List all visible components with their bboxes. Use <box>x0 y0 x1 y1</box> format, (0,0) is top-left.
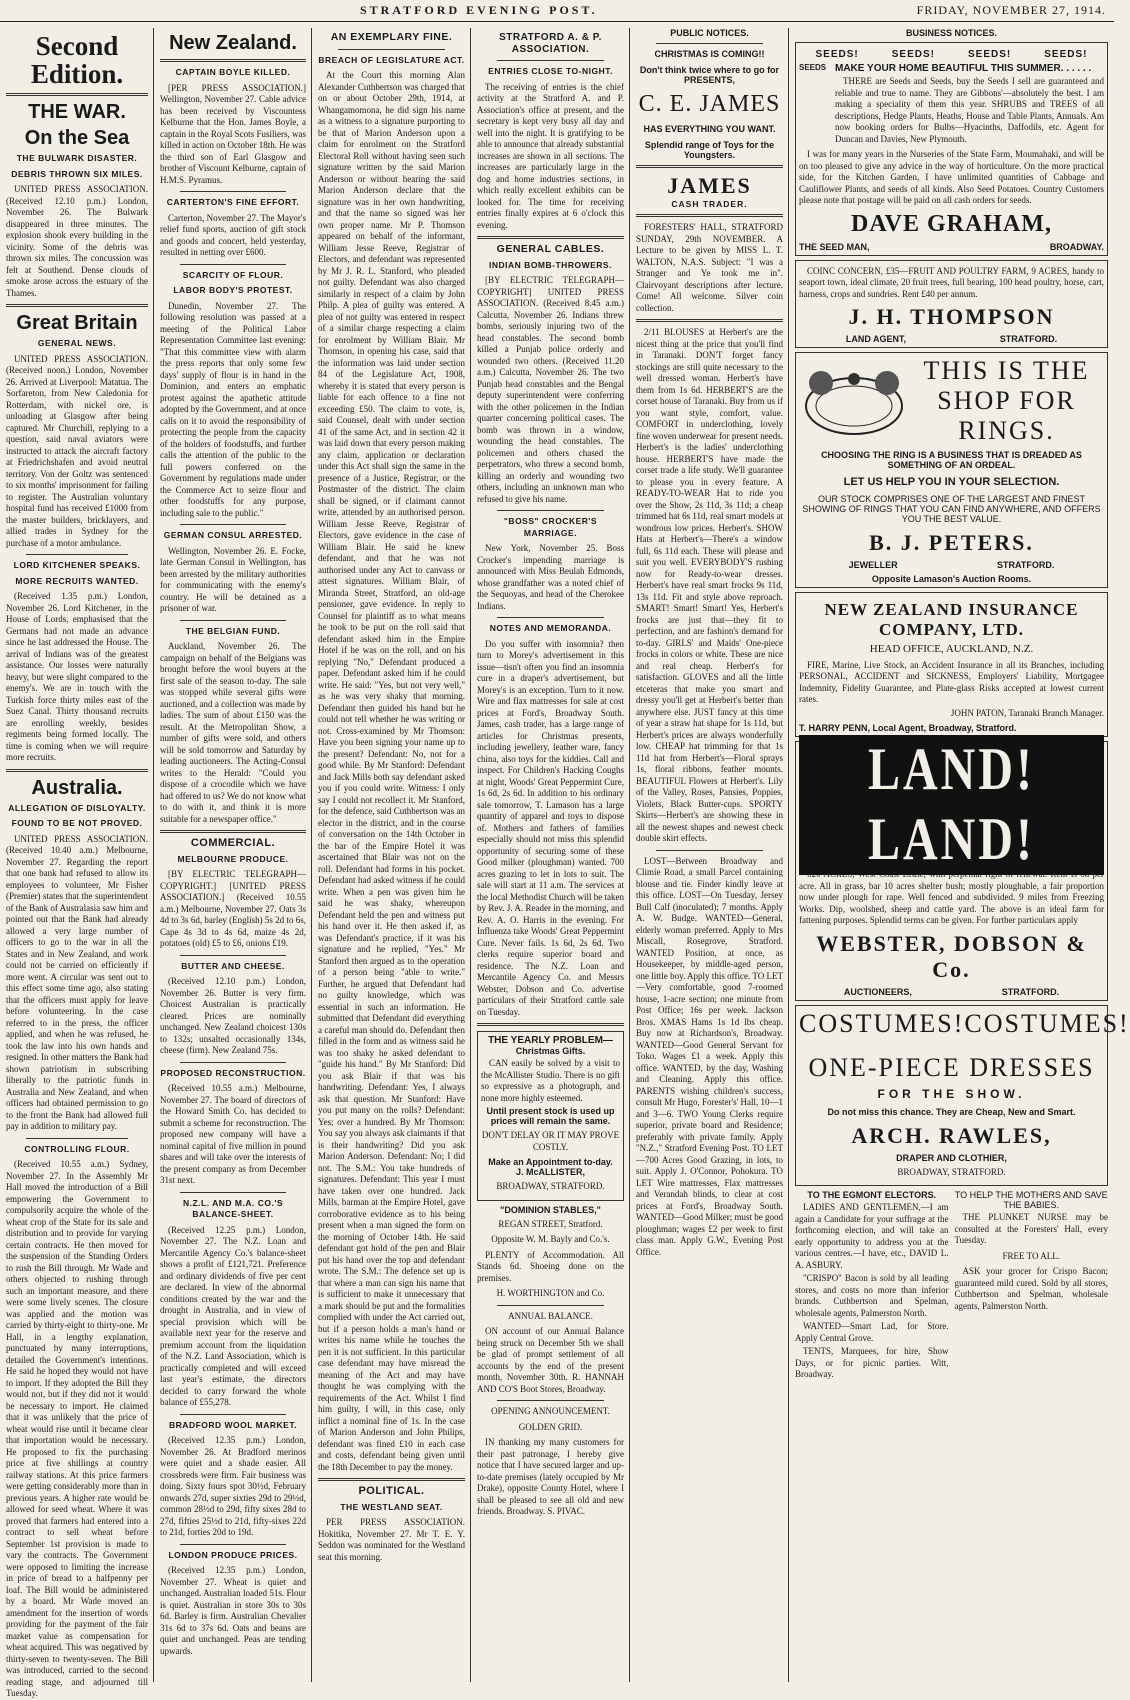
advert-name: C. E. JAMES <box>638 91 781 117</box>
column-4 <box>473 28 628 1682</box>
article-text: PER PRESS ASSOCIATION. Hokitika, November 27. Mr T. E. Y. Seddon was nominated for the Westland seat this morning. <box>318 1517 465 1562</box>
seed-advert <box>795 42 1108 256</box>
farm-advert <box>795 260 1108 349</box>
advert-name: ARCH. RAWLES, <box>851 1122 1052 1148</box>
costumes-advert <box>795 1005 1130 1187</box>
advert-name: J. H. THOMPSON <box>848 304 1055 329</box>
advert-text: HAS EVERYTHING YOU WANT. <box>643 124 776 134</box>
advert-title: SHOP FOR <box>937 386 1076 415</box>
advert-text: "CRISPO" Bacon is sold by all leading stores, and costs no more than inferior brands. Cuthbertson and Spelman, wholesale agents, Palmerston North. <box>795 1273 949 1318</box>
seeds-banner: SEEDS! <box>968 49 1012 60</box>
section-heading: GENERAL CABLES. <box>496 243 605 255</box>
section-heading: COMMERCIAL. <box>190 837 276 849</box>
article-text: The receiving of entries is the chief activity at the Stratford A. and P. Association's office at present, and the secretary is kept very busy all day and well into the night. It is gratifying to be able to announce that already substantial increases are shown in all sections. The increases are particularly large in the dog and home industries sections, in which really excellent exhibits can be looked for. The time for receiving entries finally expires at 6 o'clock this evening. <box>477 81 624 230</box>
advert-title: THE YEARLY PROBLEM— <box>488 1035 613 1046</box>
article-heading: INDIAN BOMB-THROWERS. <box>489 259 612 270</box>
advert-name: WEBSTER, DOBSON & Co. <box>816 930 1087 982</box>
article-heading: DEBRIS THROWN SIX MILES. <box>11 168 143 179</box>
article-heading: LORD KITCHENER SPEAKS. <box>13 560 141 570</box>
article-text: Do you suffer with insomnia? then turn to Morey's advertisement in this issue—tisn't often you find an insomnia cure in a draper's advertisement, but Morey's is an exception. Turn to it now. Wire and flax mattresses for sale at cost prices at Ford's, Broadway South. James, cash trader, has a large range of articles for Christmas presents, including jewellery, leather ware, fancy china, also toys for the kiddies. Call and inspect. For Children's Hacking Coughs at night, Woods' Great Peppermint Cure, 1s 6d, 2s 6d. In addition to his ordinary sale tomorrow, T. Lamason has a large quantity of apparel and toys to dispose of. Mothers and fathers of families especially should not miss this splendid opportunity of securing some of these Good milker (ploughman) wanted. 700 acres grazing to let in lots to suit. The sale will start at 11 a.m. The services at the local Methodist Church will be taken by Rev. J. A. Reader in the morning, and Rev. A. O. Harris in the evening. For Influenza take Woods' Great Peppermint Cure. Never fails. 1s 6d, 2s 6d. Two clerks require superior board and residence. The N.Z. Loan and Mercantile Agency Co. and Messrs Webster, Dobson and Co. advertise particulars of their Stratford cattle sale on Tuesday. <box>477 638 624 1017</box>
advert-text: TENTS, Marquees, for hire, Show Days, or for picnic parties. Witt, Broadway. <box>795 1346 949 1379</box>
advert-text: PLENTY of Accommodation. All Stands 6d. Shoeing done on the premises. <box>477 1249 624 1283</box>
advert-title: CHRISTMAS IS COMING!! <box>654 49 765 59</box>
article-text: (Received 1.35 p.m.) London, November 26. Lord Kitchener, in the House of Lords, emphasised that the Germans had not made an advance since he last addressed the House. The arrival of Indians was of the greatest assistance. Our losses were naturally heavy, but were slight compared to the enemy's. We are in touch with the Turkish force thirty miles east of the Suez Canal. Thirty thousand recruits are enrolling weekly, besides regiments being formed locally. The time is coming when we will require more recruits. <box>6 591 148 762</box>
article-heading: THE BULWARK DISASTER. <box>16 153 138 163</box>
advert-subtitle: THE SEED MAN, <box>799 241 870 252</box>
advert-subtitle: FREE TO ALL. <box>1002 1250 1060 1261</box>
column-rule <box>629 28 630 1682</box>
article-text: Dunedin, November 27. The following resolution was passed at a meeting of the Political Labor Representation Committee last evening: "That this committee view with alarm the press reports that only some few days' supply of flour is in hand in the Dominion, and enters an emphatic protest against the apathetic attitude adopted by the Government, and at once calls on it to avoid the responsibility of protecting the people from the capacity of the holders of foodstuffs, and further calls the attention of the public to the full powers conferred on the Government by regulations made under the Commerce Act to seize flour and other foodstuffs for any purpose, including sale to the public." <box>160 300 306 518</box>
article-heading: ALLEGATION OF DISLOYALTY. <box>8 802 146 813</box>
advert-address: STRATFORD. <box>999 334 1058 344</box>
insurance-advert <box>795 592 1108 737</box>
advert-notice: Until present stock is used up prices will remain the same. <box>486 1106 615 1126</box>
advert-subtitle: JEWELLER <box>848 560 898 570</box>
column-rule <box>311 28 312 1682</box>
seeds-banner: SEEDS! <box>815 49 859 60</box>
advert-agent: T. HARRY PENN, Local Agent, Broadway, Stratford. <box>799 723 1017 733</box>
advert-address: BROADWAY, STRATFORD. <box>897 1166 1006 1177</box>
advert-address: BROADWAY. <box>1049 241 1104 252</box>
sea-heading: On the Sea <box>24 127 130 149</box>
advert-subtitle: DRAPER AND CLOTHIER, <box>896 1152 1007 1163</box>
rings-advert <box>795 352 1108 588</box>
advert-text: JOHN PATON, Taranaki Branch Manager. <box>950 707 1104 718</box>
article-text: [PER PRESS ASSOCIATION.] Wellington, November 27. Cable advice has been received by Viscountess Kelburne that the Hon. James Boyle, a captain in the Royal Scots Fusiliers, was killed in action on October 18th. He was the third son of Earl Glasgow and brother of Viscount Kelburne, captain of H.M.S. Pyramus. <box>160 82 306 185</box>
article-heading: GERMAN CONSUL ARRESTED. <box>163 530 303 540</box>
advert-title: RINGS. <box>958 416 1055 445</box>
article-heading: FOUND TO BE NOT PROVED. <box>11 818 143 828</box>
article-heading: CONTROLLING FLOUR. <box>24 1143 130 1154</box>
article-heading: BREACH OF LEGISLATURE ACT. <box>318 54 465 65</box>
article-heading: NOTES AND MEMORANDA. <box>489 623 612 633</box>
advert-text: acre. All in grass, bar 10 acres shelter bush; mostly ploughable, a fair proportion now under plough for rape. Well fenced and subdivided. 9 miles from Freezing Works. Dip, woolshed, sheep and cattle yard. The above is an ideal farm for fattening purposes. Splendid terms can be given. For further particulars apply <box>799 880 1104 925</box>
column-rule <box>470 28 471 1682</box>
masthead <box>0 0 1114 22</box>
article-text: (Received 12.10 p.m.) London, November 26. Butter is very firm. Choicest Australian is practically cleared. Prices are nominally unchanged. New Zealand choicest 130s to 132s; unsalted occasionally 134s, cheese (firm). New Zealand 75s. <box>160 976 306 1055</box>
advert-text: THE PLUNKET NURSE may be consulted at the Foresters' Hall, every Tuesday. <box>954 1212 1108 1245</box>
advert-title: OPENING ANNOUNCEMENT. <box>491 1406 610 1416</box>
column-1 <box>2 28 152 1698</box>
article-heading: STRATFORD A. & P. ASSOCIATION. <box>499 32 602 55</box>
article-text: (Received 10.55 a.m.) Melbourne, November 27. The board of directors of the Howard Smith Co. has decided to submit a scheme for reconstruction. The proposed new company will have a nominal capital of five million in pound shares and will take over the interests of the present company as from December 31st next. <box>160 1083 306 1185</box>
article-heading: GENERAL NEWS. <box>37 338 117 348</box>
column-6 <box>791 28 1130 1682</box>
advert-subtitle: CASH TRADER. <box>671 199 748 209</box>
cherub-ring-illustration <box>799 361 909 441</box>
advert-address: STRATFORD. <box>1001 986 1060 997</box>
advert-name: DAVE GRAHAM, <box>851 210 1052 237</box>
section-heading: Great Britain <box>16 312 138 334</box>
advert-text: 2/11 BLOUSES at Herbert's are the nicest thing at the price that you'll find in Taranaki. DON'T forget fancy stockings are still quite necessary to the well dressed woman. Herbert's have them from 1s 6d. HERBERT'S are the corset house of Taranaki. Buy from us if you want style, comfort, value. COMFORT in underclothing, lovely fine woven underwear for present needs. Herbert's is the ladies' underclothing house. HERBERT'S have made the corset trade a life study. We'll guarantee to please you in every feature. A READY-TO-WEAR Hat to ride you over the Show, 2s 11d, 3s 11d; a cheap trimmed hat 6s 11d, real smart models at wondrous low prices. Herbert's. SHOW Hats at Herbert's—There's a window full, 6s 11d each. These will please and suit you well. EVERYBODY'S rushing now for Ready-to-wear dresses. Herbert's have real smart frocks 9s 11d, 13s 11d. Fit and style above reproach. SMART! Smart! Smart! Yes, Herbert's frocks are just that—they fit to perfection, and are fashion's demand for to-day. GIRLS' and Maids' One-piece frocks in colors or white. These are nice and real cheap. Herbert's for satisfaction. GLOVES and all the little etceteras that make you smart and dressy you'll get at Herbert's better than anywhere else. JUST fancy at this time of year a straw hat shape for 1s 11d, but Herbert's prices are always wonderfully low. CHEAP hat trimming for that 1s 11d hat from Herbert's—Floral sprays 1s, floral ribbons, feather mounts. BEAUTIFUL Flowers at Herbert's. Lily of the Valley, Roses, Pansies, Poppies, Violets, Black Butter-cups. SPORTY Skirts—Herbert's are showing these in all the newest shapes and newest check double skirt effects. <box>636 327 783 843</box>
advert-text: Splendid range of Toys for the Youngsters. <box>644 140 775 160</box>
advert-title: COSTUMES! <box>799 1008 965 1038</box>
article-heading: PROPOSED RECONSTRUCTION. <box>160 1067 306 1078</box>
issue-date: FRIDAY, NOVEMBER 27, 1914. <box>916 3 1106 17</box>
advert-subtitle: REGAN STREET, Stratford. <box>498 1218 603 1229</box>
advert-text: Opposite Lamason's Auction Rooms. <box>871 574 1032 584</box>
advert-title: THIS IS THE <box>923 356 1090 385</box>
article-text: (Received 10.55 a.m.) Sydney, November 27. In the Assembly Mr Hall moved the introduction of a Bill empowering the Government to compulsorily acquire the whole of the wheat crop of the State for its sale and distribution and to provide for varying certain contracts. He then moved for the suspension of the Standing Orders to rush the Bill through. Mr Wade and others objected to rushing through such an important measure, and there were some lively scenes. The closure was applied and the motion was carried by thirty-eight to thirty-one. Mr Hall, in a lengthy explanation, punctuated by many interruptions, detailed the Government's intentions. He said he hoped they would not have to import. If they adopted the Bill they would not, but if they did not it would be necessary to import. He claimed that it was unlikely that the price of wheat would rise until it became clear that importation would be necessary. He proposed to fix the purchasing price at five shillings at country railway stations. At this price farmers were getting considerably more than in previous years. A higher rate would be allowed for seed wheat. Where it was proved that farmers had entered into a contract to sell wheat before September 1st provision is made to vary the contracts. The Government were opposed to limiting the increase in price of bread to a halfpenny per loaf. The Bill would be administered by a board. Mr Wade moved an amendment for the insertion of words providing for the payment of the fair market value as compensation for wheat acquired. This was negatived by thirty-seven to twenty-seven. The Bill was introduced, carried to the second reading stage, and adjourned till Tuesday. <box>6 1159 148 1698</box>
section-heading: Australia. <box>31 776 123 799</box>
advert-cta: Make an Appointment to-day. <box>488 1157 613 1167</box>
paper-title: STRATFORD EVENING POST. <box>360 3 598 17</box>
article-heading: ENTRIES CLOSE TO-NIGHT. <box>488 66 613 76</box>
article-heading: LONDON PRODUCE PRICES. <box>168 1549 298 1560</box>
seeds-banner: SEEDS! <box>891 49 935 60</box>
article-text: At the Court this morning Alan Alexander Cuthbertson was charged that on or about October 29th, 1914, at Whangamomona, he did sign his name as a witness to a signature purporting to be that of Marion Anderson upon a claim for enrolment on the Stratford Electoral Roll without having seen such signature written by the said Marion Anderson or without hearing the said Marion Anderson declare that the signature was in her own handwriting, and that the name so signed was her own proper name. Mr P. Thomson appeared on behalf of the informant, William Jesse Reeve, Registrar of Electors, and defendant was represented by Mr J. R. L. Stanford, who pleaded not guilty. Defendant was also charged similarly in respect of a claim by John Philp. A plea of guilty was entered. A plea of not guilty was entered in respect of a similar charge respecting a claim for enrolment by William Blair. Mr Thomson, in opening his case, said that the information was laid under section 84 of the Legislature Act, 1908, whereby it is stated that every person is liable for each offence to a fine not exceeding £50. The claim to vote, is, said Counsel, dealt with under section 41 of the same Act, and in section 42 it was laid down that every person making any claim, application or declaration under this Act shall sign the same in the presence of a Justice, Registrar, or the Postmaster of the district. The claim shall be signed, or if claimant cannot write, attended by an authorised person. William Jesse Reeve, Registrar of Electors, gave evidence in the case of William Blair. He said he knew defendant, and that he was not authorised under any Act to canvass or attest signatures. William Blair, of Miranda Street, Stratford, an old-age pensioner, gave evidence. In reply to Counsel for plaintiff as to what means he took to be put on the roll said that defendant asked him in the Empire Hotel if he was on the roll, and on his replying "No," Defendant produced a paper. Defendant asked him if he could write. He said: "Yes, but not very well," as he was very shaky that morning. Defendant then guided his hand but he could not tell whether he was writing or not. Cross-examined by Mr Thomson: Have you been signing your name up to the present? Defendant: No, not for a good while. By Mr Stanford: Defendant and Jack Mills both say defendant asked you if you could write. Witness: I only say I could not recollect it. Mr Stanford, for the defence, said Cuthbertson was an elector in the district, and in the course of conversation on the 14th October in the bar of the Empire Hotel it was ascertained that Blair was not on the roll. Defendant had forms in his pocket. Defendant had asked witness if he could write. When a pen was given him he said he was shaky, whereupon Defendant held the pen and witness put his hand over it. He then asked if, as was Defendant's practice, if it was his signature and he replied, "Yes." Mr Stanford then argued as to the operation of a person being "able to write." Further, he argued that Defendant had no guilty knowledge, which was essential in such an information. He submitted that Defendant did everything a careful man should do. Defendant then filled in the form and as witness said he was too shaky he asked defendant to "guide his hand." By Mr Stanford: Did you ask Blair if that was his handwriting. Defendant: Yes, I always ask that question. Mr Stanford: Have you put many on the rolls? Defendant: Yes; over a hundred. By Mr Thomson: You say you always ask claimants if that is their handwriting? Did you ask Marion Anderson. Defendant: No; I did not. The S.M.: You take hundreds of signatures. Defendant: This year I must have taken over one hundred. Jack Mills, barman at the Empire Hotel, gave corroborative evidence as to his being present when a man signed the form on the morning of October 14th. He said defendant got hold of the pen and Blair put his hand over the top and defendant wrote. The S.M.: The defence set up is that where a man can sign his name that is sufficient to make it unnecessary that a mark should be put and the formalities complied with under the Act carried out, but if a person holds a man's hand or writes his name while he touches the pen it is not sufficient. In this particular case defendant may have misread the meaning of the Act and may have thought he was complying with the requirements of the Act. Whilst I find him guilty, I will, in this case, only inflict a nominal fine of 1s. In the case of Marion Anderson and John Philips, defendant was fined £10 in each case and costs, defendant being given until the 18th December to pay the money. <box>318 70 465 1472</box>
advert-subtitle: HEAD OFFICE, AUCKLAND, N.Z. <box>869 643 1034 655</box>
advert-subtitle: GOLDEN GRID. <box>518 1421 583 1432</box>
column-5 <box>632 28 787 1682</box>
article-heading: CAPTAIN BOYLE KILLED. <box>175 67 291 77</box>
advert-name: NEW ZEALAND INSURANCE COMPANY, LTD. <box>824 600 1079 639</box>
advert-text: ASK your grocer for Crispo Bacon; guaranteed mild cured. Sold by all stores, Cuthbertson and Spelman, wholesale agents, Palmerston North. <box>954 1266 1108 1311</box>
column-rule <box>788 28 789 1682</box>
advert-text: ON account of our Annual Balance being struck on December 5th we shall be glad of prompt settlement of all accounts by the end of the present month, November 30th. R. HANNAH AND CO'S Boot Stores, Broadway. <box>477 1326 624 1394</box>
advert-cta: LET US HELP YOU IN YOUR SELECTION. <box>843 476 1060 488</box>
article-heading: BRADFORD WOOL MARKET. <box>169 1419 297 1430</box>
column-rule <box>153 28 154 1682</box>
section-heading: New Zealand. <box>169 32 297 54</box>
article-heading: "BOSS" CROCKER'S MARRIAGE. <box>503 516 598 538</box>
advert-address: BROADWAY, STRATFORD. <box>496 1181 605 1191</box>
advert-subtitle: Christmas Gifts. <box>515 1046 586 1056</box>
advert-text: THERE are Seeds and Seeds, buy the Seeds I sell are guaranteed and reliable and true to name. They are Gibbons'—absolutely the best. I am making a speciality of them this year. SHRUBS and TREES of all descriptions, Hedge Plants, Heaths, House and Table Plants, Annuals. Am now booking orders for Bulbs—Hyacinths, Daffodils, etc. Agent for Duncan and Davies, New Plymouth. <box>835 76 1104 144</box>
advert-text: Do not miss this chance. They are Cheap, New and Smart. <box>827 1106 1076 1117</box>
classifieds-text: LOST—Between Broadway and Climie Road, a small Parcel containing blouse and tie. Finder kindly leave at this office. LOST—On Tuesday, Jersey Bull Calf (inoculated); 7 months. Apply A. W. Budge. WANTED—General, elderly woman preferred. Apply to Mrs Miscall, Rosegrove, Stratford. WANTED Position, at once, as Housekeeper, by middle-aged person, one little boy. Apply this office. TO LET—Very comfortable, good 7-roomed house, 1-acre section; one minute from Post Office; 16s per week. Jackson Bros. XMAS Hams 1s 1d lbs cheap. Buy now at Richardson's, Broadway. WANTED—Good General Servant for Toko. Wages £1 a week. Apply this office. WANTED, by the day, Washing and Cleaning. Apply this office. PARENTS wishing children's success, consult Mr Hugo, Forester's' Hall, 10—1 and 3—6. TWO Young Clerks require superior, private board and Residence; preferably with private family. Apply "N.Z.," Stratford Evening Post. TO LET—700 Acres Good Grazing, in lots, to suit. Apply J. O'Connor, Pohokura. TO LET Wire mattresses, Flax mattresses and Verandah blinds, to clear at cost prices at Ford's, Broadway South. WANTED—Good Milker; must be good ploughman; wages £2 per week to first class man. Apply G.W., Evening Post Office. <box>636 855 783 1257</box>
advert-text: LADIES AND GENTLEMEN,—I am again a Candidate for your suffrage at the forthcoming election, and will take an early opportunity to address you at the various centres.—I have, etc., DAVID L. A. ASBURY. <box>795 1202 949 1270</box>
advert-subtitle: AUCTIONEERS, <box>843 986 912 997</box>
advert-subtitle: LAND AGENT, <box>845 334 907 344</box>
article-heading: MELBOURNE PRODUCE. <box>177 853 289 864</box>
article-heading: SCARCITY OF FLOUR. <box>182 269 284 280</box>
article-text: Auckland, November 26. The campaign on behalf of the Belgians was brought before the wool buyers at the first sale of the season to-day. The sale was stopped while several gifts were auctioned, and a collection was made by ladies. The sum of about £150 was the result. At the Metropolitan Show, a number of gifts were sold, and others will be sold tomorrow and Saturday by leading auctioneers. The Acting-Consul writes to the Herald: "Could you dispose of a crocodile which we have had offered to us? We do not know what to do with it, and think it is more suitable for a newspaper office." <box>160 641 306 824</box>
article-heading: BUTTER AND CHEESE. <box>181 960 285 971</box>
article-text: UNITED PRESS ASSOCIATION. (Received 12.10 p.m.) London, November 26. The Bulwark disappeared in three minutes. The explosion shook every building in the vicinity. Some of the debris was thrown six miles. The concussion was felt at Southend. Dense clouds of smoke arose across the estuary of the Thames. <box>6 184 148 298</box>
studio-advert <box>477 1031 624 1201</box>
seeds-banner: SEEDS! <box>1044 49 1088 60</box>
article-heading: LABOR BODY'S PROTEST. <box>173 285 293 295</box>
advert-name: J. McALLISTER, <box>515 1167 585 1177</box>
article-heading: THE BELGIAN FUND. <box>185 625 281 636</box>
advert-notice: DON'T DELAY OR IT MAY PROVE COSTLY. <box>481 1130 620 1152</box>
advert-text: CAN easily be solved by a visit to the McAllister Studio. There is no gift so expressive as a photograph, and none more highly esteemed. <box>481 1058 620 1103</box>
article-text: New York, November 25. Boss Crocker's impending marriage is announced with Miss Beulah Edmonds, whose grandfather was a noted chief of the Sequoyas, and head of the Cherokee Indians. <box>477 543 624 611</box>
advert-name: B. J. PETERS. <box>869 530 1034 555</box>
advert-text: WANTED—Smart Lad, for Store. Apply Central Grove. <box>795 1321 949 1343</box>
article-text: Wellington, November 26. E. Focke, late German Consul in Wellington, has been arrested by the military authorities for communicating with the enemy's country. He will be detained as a prisoner of war. <box>160 545 306 613</box>
advert-text: CHOOSING THE RING IS A BUSINESS THAT IS DREADED AS SOMETHING OF AN ORDEAL. <box>821 450 1082 470</box>
section-heading: BUSINESS NOTICES. <box>905 28 997 38</box>
advert-title: ONE-PIECE DRESSES <box>808 1052 1095 1082</box>
article-text: (Received 12.35 p.m.) London, November 27. Wheat is quiet and unchanged. Australian loaded 51s. Flour is quiet. Australian in store 30s to 30s 6d. Barley is firm. Australian Chevalier 31s 6d to 37s 6d. Oats and beans are quiet and unchanged. Peas are tending upwards. <box>160 1565 306 1656</box>
advert-title: MAKE YOUR HOME BEAUTIFUL THIS SUMMER. . . . . . <box>835 63 1092 74</box>
advert-name: H. WORTHINGTON and Co. <box>496 1288 605 1298</box>
advert-text: FIRE, Marine, Live Stock, an Accident Insurance in all its Branches, including PERSONAL, ACCIDENT and SICKNESS, Employers' Liability, Mortgagee Indemnity, Fidelity Guarantee, and Plate-glass Risks accepted at lowest current rates. <box>799 659 1104 704</box>
advert-title: LAND! LAND! <box>799 735 1104 875</box>
article-heading: N.Z.L. AND M.A. CO.'S BALANCE-SHEET. <box>182 1197 284 1219</box>
advert-text: I was for many years in the Nurseries of the State Farm, Moumahaki, and will be on too pleased to give any advice in the way of horticulture. On the more practical side, for the Kitchen Garden, I have unlimited quantities of Cabbage and Cauliflower Plants, and seeds of all kinds. Also Seed Potatoes. Country Customers please note that postage will be paid on all cash orders for seeds. <box>799 149 1104 205</box>
article-text: [BY ELECTRIC TELEGRAPH—COPYRIGHT] UNITED PRESS ASSOCIATION. (Received 8.45 a.m.) Calcutta, November 26. Indians threw bombs, seriously injuring two of the head constables. The second bomb killed a Punjab police orderly and wounded two others. (Received 11.20 a.m.) Calcutta, November 26. The two Punjab head constables and the Bengal deputy superintendent were conferring with the other policemen in the Indian quarter concerning political cases. The bomb was thrown in a window, wounding the head constables. The policemen and others chased the perpetrators, who threw a second bomb, killing an orderly and wounding two others, including an unknown man who refused to give his name. <box>477 275 624 504</box>
advert-title: ANNUAL BALANCE. <box>508 1310 593 1321</box>
article-text: [BY ELECTRIC TELEGRAPH—COPYRIGHT.] [UNITED PRESS ASSOCIATION.] (Received 10.55 a.m.) Melbourne, November 27. Oats 3s 4d to 3s 6d, barley (English) 5s 2d to 6s, Cape 4s 3d to 4s 6d, maize 4s 2d, potatoes (old) £5 to £6, onions £19. <box>160 869 306 948</box>
advert-title: TO THE EGMONT ELECTORS. <box>807 1190 937 1200</box>
james-advert <box>636 49 783 160</box>
article-heading: AN EXEMPLARY FINE. <box>330 31 453 43</box>
article-heading: CARTERTON'S FINE EFFORT. <box>166 197 300 207</box>
advert-text: IN thanking my many customers for their past patronage, I hereby give notice that I have secured larger and up-to-date premises (lately occupied by Mr Drake), opposite County Hotel, where I shall be pleased to see all old and new friends. Broadway. S. PIVAC. <box>477 1437 624 1516</box>
seeds-column: SEEDS <box>799 63 827 72</box>
advert-text: OUR STOCK COMPRISES ONE OF THE LARGEST AND FINEST SHOWING OF RINGS THAT YOU CAN FIND ANYWHERE, AND OFFERS YOU THE BEST VALUE. <box>802 494 1101 524</box>
section-heading: PUBLIC NOTICES. <box>670 28 749 38</box>
article-text: Carterton, November 27. The Mayor's relief fund sports, auction of gift stock and goods and concert, held yesterday, resulted in netting over £600. <box>160 212 306 257</box>
land-advert <box>795 736 1108 1001</box>
war-heading: THE WAR. <box>28 101 126 123</box>
edition-banner: Second Edition. <box>30 31 124 89</box>
column-3 <box>314 28 469 1682</box>
article-text: UNITED PRESS ASSOCIATION. (Received noon.) London, November 26. Arrived at Liverpool: Matatua. The Sorfareton, from New Caledonia for Rotterdam, with nickel ore, is unloading at Glasgow after being captured. Mr Churchill, replying to a question, said naval aviators were instructed to attack the aircraft factory at Friedrichshafen and avoid neutral territory. Von der Goltz was sentenced to six months' imprisonment for failing to register. The Australian voluntary hospital fund has received £1000 from the master builders, bricklayers, and allied trades in Sydney for the purchase of a motor ambulance. <box>6 353 148 548</box>
article-heading: MORE RECRUITS WANTED. <box>15 575 139 586</box>
advert-subtitle: FOR THE SHOW. <box>877 1086 1026 1101</box>
advert-title: "DOMINION STABLES," <box>500 1204 601 1215</box>
advert-text: FORESTERS' HALL, STRATFORD SUNDAY, 29th NOVEMBER. A Lecture to be given by MISS L. T. WALTON, N.A.S. Subject: "I was a Stranger and Ye took me in". Clairvoyant descriptions after lecture. Come! All welcome. Silver coin collection. <box>636 222 783 313</box>
column-2 <box>156 28 310 1682</box>
article-text: (Received 12.25 p.m.) London, November 27. The N.Z. Loan and Mercantile Agency Co.'s balance-sheet shows a profit of £121,721. Preference and ordinary dividends of five per cent are declared. In view of the abnormal conditions created by the war and the drought in Australia, and in view of special provision which will be available next year for the reserve and premium account from the liquidation of the N.Z. Land Association, which is practically completed and will exceed last year's estimate, the directors decided to carry forward the whole balance of £55,278. <box>160 1224 306 1407</box>
advert-title: TO HELP THE MOTHERS AND SAVE THE BABIES. <box>954 1190 1108 1210</box>
advert-text: Don't think twice where to go for PRESENTS, <box>639 65 780 85</box>
advert-text: COINC CONCERN, £35—FRUIT AND POULTRY FARM, 9 ACRES, handy to seaport town, ideal climate, 20 fruit trees, full bearing, 100 head poultry, horse, cart, harness, crops and sundries. Rent £40 per annum. <box>799 265 1104 299</box>
article-heading: THE WESTLAND SEAT. <box>340 1501 443 1512</box>
advert-title: COSTUMES! <box>964 1008 1130 1038</box>
section-heading: POLITICAL. <box>358 1485 425 1497</box>
advert-text: Opposite W. M. Bayly and Co.'s. <box>491 1234 610 1244</box>
article-text: UNITED PRESS ASSOCIATION. (Received 10.40 a.m.) Melbourne, November 27. Regarding the report that one bank had refused to allow its employees to volunteer, Mr Fisher (Premier) states that the superintendent of the Bank of Australasia saw him and pointed out that the Bank had already allowed a very large number of officers to go to the war in all the States and in New Zealand, and work could not be carried on efficiently if more went. A circular was sent out to this effect some time ago, also stating that the officers must apply for leave before volunteering. In the case referred to in the press, the officer applied, and when he was refused, he took the law into his own hands and resigned. In other matters the Bank had shown patriotism in subscribing liberally to the patriotic funds in Australia and New Zealand, and when officers had obtained permission to go to the front the Bank had allowed full pay in addition to military pay. <box>6 833 148 1131</box>
advert-address: STRATFORD. <box>997 560 1055 570</box>
article-text: (Received 12.35 p.m.) London, November 26. At Bradford merinos were quiet and a shade easier. All crossbreds were firm. Fair business was doing. Sixty fours spot 30½d, February onwards 27d, super sixties 29d to 29½d, common 28½d to 29d, fifty sixes 28d to 27d, fifties 25½d to 21d, fifty-sixes 22d to 21d, forties 20d to 19d. <box>160 1435 306 1537</box>
advert-name: JAMES <box>667 173 752 198</box>
